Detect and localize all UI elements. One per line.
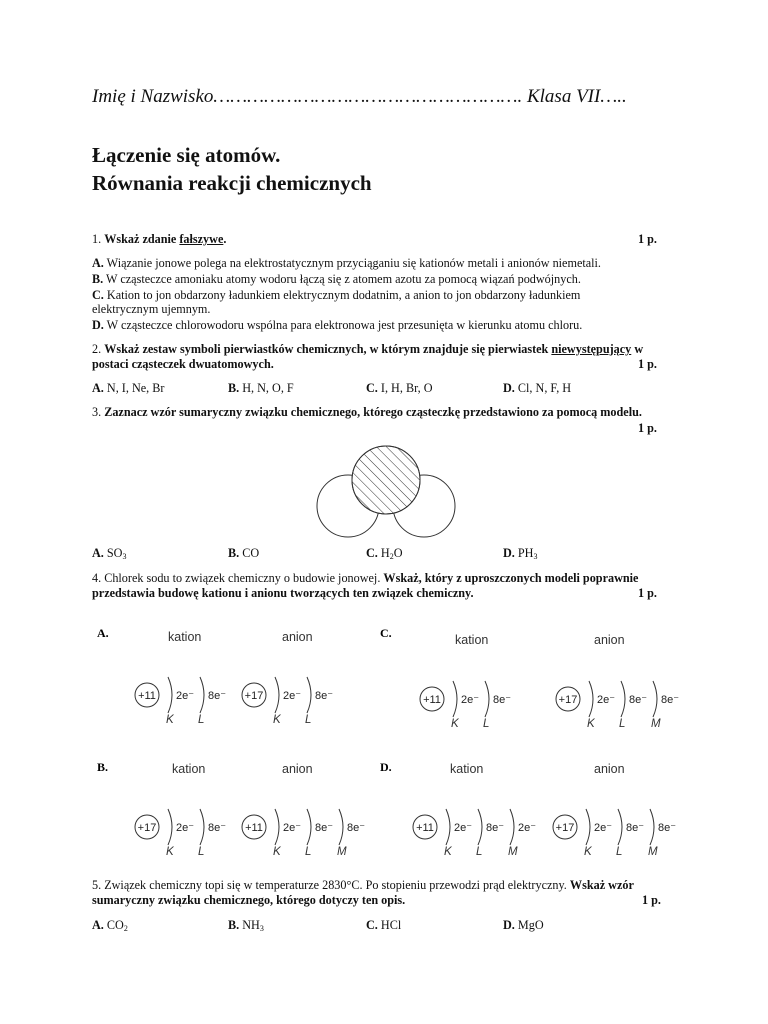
class-dots: ….. [600, 86, 627, 107]
model-d-cation-shell-label: M [508, 846, 518, 858]
model-d-cation-shell-electrons: 2e⁻ [454, 822, 473, 834]
model-b-cation-shell-label: L [198, 846, 205, 858]
model-b-anion-shell-label: L [305, 846, 312, 858]
model-c-cation-shell-arc [485, 681, 489, 717]
q5-prompt-cont: sumaryczny związku chemicznego, którego dotyczy ten opis. [92, 893, 406, 907]
model-c-anion-shell-electrons: 2e⁻ [597, 694, 616, 706]
ion-models-diagram [0, 615, 768, 875]
model-a-anion-nucleus-charge: +17 [244, 690, 264, 702]
q2-option-c[interactable]: C. I, H, Br, O [366, 381, 433, 395]
model-b-anion-header: anion [282, 762, 313, 776]
model-a-cation-shell-label: K [166, 714, 174, 726]
model-c-letter: C. [380, 626, 392, 640]
model-d-cation-shell-electrons: 2e⁻ [518, 822, 537, 834]
model-d-cation-shell-arc [510, 809, 514, 845]
q2-prompt: 2. Wskaż zestaw symboli pierwiastków chemicznych, w którym znajduje się pierwiastek niewystępujący w [92, 342, 644, 356]
model-d-cation-shell-electrons: 8e⁻ [486, 822, 505, 834]
q1-option-a[interactable]: A. Wiązanie jonowe polega na elektrostatycznym przyciąganiu się kationów metali i anionów niemetali. [92, 256, 601, 270]
model-c-cation-shell-arc [453, 681, 457, 717]
q5-option-c[interactable]: C. HCl [366, 918, 402, 932]
name-dots: ………………………………………………. [213, 86, 523, 107]
q2-option-d[interactable]: D. Cl, N, F, H [503, 381, 572, 395]
model-c-cation-shell-label: K [451, 718, 459, 730]
student-header [92, 86, 627, 108]
model-a-cation-shell-arc [200, 677, 204, 713]
model-a-cation-nucleus-charge: +11 [138, 690, 156, 702]
model-b-letter: B. [97, 760, 109, 774]
model-d-anion-header: anion [594, 762, 625, 776]
q1-prompt: 1. Wskaż zdanie fałszywe. [92, 232, 227, 246]
model-b-anion-shell-electrons: 8e⁻ [347, 822, 366, 834]
model-b-anion-shell-label: K [273, 846, 281, 858]
model-a-cation-shell-electrons: 2e⁻ [176, 690, 195, 702]
model-a-anion-shell-arc [307, 677, 311, 713]
model-b-cation-shell-electrons: 2e⁻ [176, 822, 195, 834]
model-c-kation-header: kation [455, 633, 489, 647]
model-c-anion-shell-electrons: 8e⁻ [661, 694, 680, 706]
q1-points: 1 p. [638, 232, 657, 246]
q1-option-c-cont: elektrycznym ujemnym. [92, 302, 211, 316]
model-c-anion-shell-arc [621, 681, 625, 717]
model-b-cation-shell-arc [200, 809, 204, 845]
model-a-anion-shell-label: L [305, 714, 312, 726]
model-b-cation-nucleus-charge: +17 [137, 822, 157, 834]
model-b-cation-shell-arc [168, 809, 172, 845]
model-a-anion-shell-electrons: 8e⁻ [315, 690, 334, 702]
model-b-anion-nucleus-charge: +11 [245, 822, 263, 834]
q3-option-d[interactable]: D. $PH_3$ [503, 546, 538, 561]
model-d-anion-shell-label: L [616, 846, 623, 858]
model-b-kation-header: kation [172, 762, 206, 776]
class-label: Klasa VII [522, 86, 601, 107]
model-c-anion-shell-arc [653, 681, 657, 717]
q5-points: 1 p. [642, 893, 661, 907]
model-a-anion-shell-label: K [273, 714, 281, 726]
model-d-anion-shell-electrons: 8e⁻ [658, 822, 677, 834]
model-c-anion-shell-label: M [651, 718, 661, 730]
model-d-anion-shell-arc [586, 809, 590, 845]
model-d-cation-shell-label: K [444, 846, 452, 858]
model-c-anion-shell-electrons: 8e⁻ [629, 694, 648, 706]
q1-option-b[interactable]: B. W cząsteczce amoniaku atomy wodoru łączą się z atomem azotu za pomocą wiązań podwójnych. [92, 272, 581, 286]
q5-prompt: 5. Związek chemiczny topi się w temperaturze 2830°C. Po stopieniu przewodzi prąd elektryczny. Wskaż wzór [92, 878, 634, 892]
model-a-letter: A. [97, 626, 109, 640]
model-a-anion-shell-electrons: 2e⁻ [283, 690, 302, 702]
molecule-model [310, 440, 460, 540]
model-c-cation-nucleus-charge: +11 [423, 694, 441, 706]
model-d-anion-shell-arc [650, 809, 654, 845]
model-d-letter: D. [380, 760, 392, 774]
name-label: Imię i Nazwisko [92, 86, 214, 107]
model-b-anion-shell-arc [275, 809, 279, 845]
model-d-anion-shell-label: M [648, 846, 658, 858]
model-a-cation-shell-label: L [198, 714, 205, 726]
model-c-cation-shell-electrons: 2e⁻ [461, 694, 480, 706]
q3-option-a[interactable]: A. $SO_3$ [92, 546, 127, 561]
model-d-anion-shell-label: K [584, 846, 592, 858]
q2-points: 1 p. [638, 357, 657, 371]
q5-option-d[interactable]: D. MgO [503, 918, 544, 932]
q3-prompt: 3. Zaznacz wzór sumaryczny związku chemicznego, którego cząsteczkę przedstawiono za pomocą modelu. [92, 405, 642, 419]
model-b-anion-shell-arc [307, 809, 311, 845]
model-c-anion-shell-arc [589, 681, 593, 717]
model-d-anion-nucleus-charge: +17 [555, 822, 575, 834]
page-title: Łączenie się atomów. [92, 143, 281, 167]
model-c-cation-shell-electrons: 8e⁻ [493, 694, 512, 706]
model-d-anion-shell-arc [618, 809, 622, 845]
q5-option-a[interactable]: A. $CO_2$ [92, 918, 128, 933]
model-d-cation-shell-arc [478, 809, 482, 845]
q2-prompt-cont: postaci cząsteczek dwuatomowych. [92, 357, 274, 371]
model-d-cation-shell-label: L [476, 846, 483, 858]
model-d-cation-nucleus-charge: +11 [416, 822, 434, 834]
q1-option-d[interactable]: D. W cząsteczce chlorowodoru wspólna para elektronowa jest przesunięta w kierunku atomu chloru. [92, 318, 583, 332]
model-b-anion-shell-arc [339, 809, 343, 845]
model-a-anion-shell-arc [275, 677, 279, 713]
model-b-anion-shell-electrons: 8e⁻ [315, 822, 334, 834]
model-d-cation-shell-arc [446, 809, 450, 845]
model-a-kation-header: kation [168, 630, 202, 644]
model-b-cation-shell-electrons: 8e⁻ [208, 822, 227, 834]
model-c-anion-shell-label: L [619, 718, 626, 730]
model-d-anion-shell-electrons: 8e⁻ [626, 822, 645, 834]
model-d-kation-header: kation [450, 762, 484, 776]
page-subtitle: Równania reakcji chemicznych [92, 171, 372, 195]
q5-option-b[interactable]: B. $NH_3$ [228, 918, 264, 933]
model-a-cation-shell-arc [168, 677, 172, 713]
model-a-anion-header: anion [282, 630, 313, 644]
q2-option-b[interactable]: B. H, N, O, F [228, 381, 294, 395]
model-d-anion-shell-electrons: 2e⁻ [594, 822, 613, 834]
q3-option-b[interactable]: B. CO [228, 546, 260, 560]
q1-option-c[interactable]: C. Kation to jon obdarzony ładunkiem elektrycznym dodatnim, a anion to jon obdarzony ładunkiem [92, 288, 581, 302]
model-b-cation-shell-label: K [166, 846, 174, 858]
q3-option-c[interactable]: C. $H_2O$ [366, 546, 403, 561]
model-c-cation-shell-label: L [483, 718, 490, 730]
model-c-anion-header: anion [594, 633, 625, 647]
q3-points: 1 p. [638, 421, 657, 435]
q4-prompt: 4. Chlorek sodu to związek chemiczny o budowie jonowej. Wskaż, który z uproszczonych modeli poprawnie [92, 571, 639, 585]
q2-option-a[interactable]: A. N, I, Ne, Br [92, 381, 165, 395]
model-c-anion-shell-label: K [587, 718, 595, 730]
model-c-anion-nucleus-charge: +17 [558, 694, 578, 706]
model-b-anion-shell-electrons: 2e⁻ [283, 822, 302, 834]
q4-prompt-cont: przedstawia budowę kationu i anionu tworzących ten związek chemiczny. [92, 586, 474, 600]
model-a-cation-shell-electrons: 8e⁻ [208, 690, 227, 702]
model-b-anion-shell-label: M [337, 846, 347, 858]
q4-points: 1 p. [638, 586, 657, 600]
